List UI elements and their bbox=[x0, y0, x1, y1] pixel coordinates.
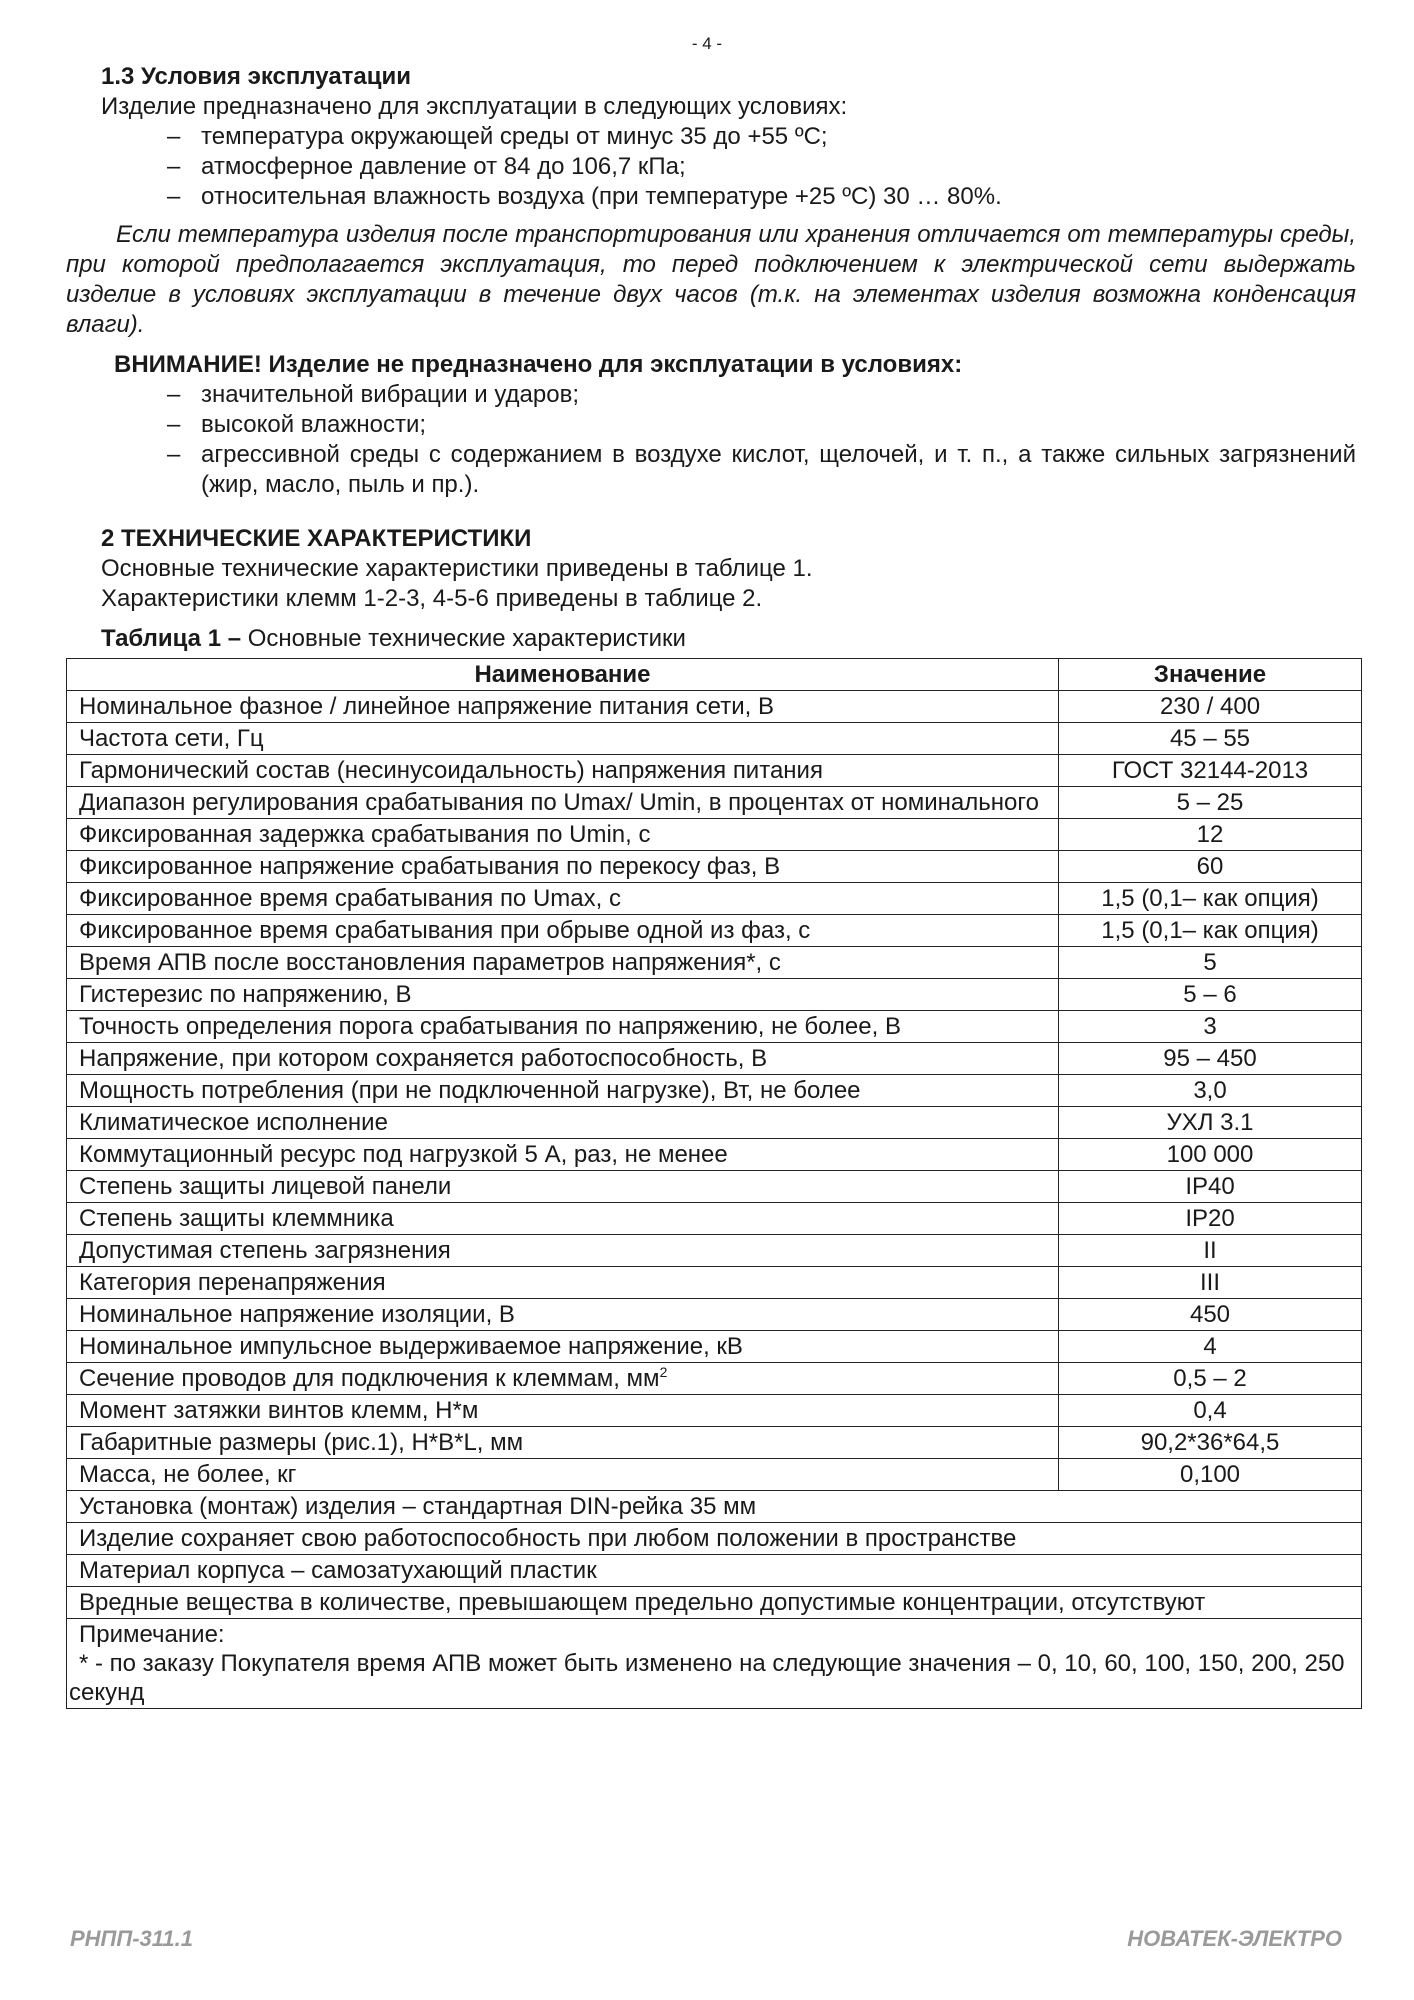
parameter-value: IP40 bbox=[1059, 1171, 1362, 1203]
footer-document-code: РНПП-311.1 bbox=[70, 1926, 193, 1951]
specifications-table bbox=[66, 658, 1362, 1709]
parameter-name-text: Точность определения порога срабатывания по напряжению, не более, В bbox=[79, 1013, 901, 1040]
header-name: Наименование bbox=[67, 659, 1059, 691]
page-content bbox=[66, 62, 1356, 1709]
parameter-name bbox=[67, 1299, 1059, 1331]
parameter-value: III bbox=[1059, 1267, 1362, 1299]
table-row bbox=[67, 1203, 1362, 1235]
list-item: – значительной вибрации и ударов; bbox=[167, 380, 1356, 410]
parameter-value: 5 bbox=[1059, 947, 1362, 979]
parameter-name bbox=[67, 1363, 1059, 1395]
parameter-name-text: Частота сети, Гц bbox=[79, 725, 264, 752]
parameter-name bbox=[67, 1171, 1059, 1203]
parameter-name bbox=[67, 1139, 1059, 1171]
table-row bbox=[67, 755, 1362, 787]
parameter-name bbox=[67, 979, 1059, 1011]
section-1-3-title: 1.3 Условия эксплуатации bbox=[101, 63, 412, 90]
parameter-name bbox=[67, 947, 1059, 979]
parameter-name bbox=[67, 755, 1059, 787]
parameter-name bbox=[67, 851, 1059, 883]
general-characteristic: Установка (монтаж) изделия – стандартная DIN-рейка 35 мм bbox=[67, 1491, 1362, 1523]
table-row bbox=[67, 1427, 1362, 1459]
page-number: - 4 - bbox=[691, 34, 723, 53]
table-row bbox=[67, 1363, 1362, 1395]
table-row bbox=[67, 1299, 1362, 1331]
parameter-name bbox=[67, 1075, 1059, 1107]
list-item: – высокой влажности; bbox=[167, 410, 1356, 440]
general-characteristic: Изделие сохраняет свою работоспособность при любом положении в пространстве bbox=[67, 1523, 1362, 1555]
attention-heading: ВНИМАНИЕ! Изделие не предназначено для эксплуатации в условиях: bbox=[114, 351, 963, 378]
parameter-name-text: Гармонический состав (несинусоидальность) напряжения питания bbox=[79, 757, 823, 784]
note-text: * - по заказу Покупателя время АПВ может быть изменено на следующие значения – 0, 10, 60, 100, 150, 200, 250 секунд bbox=[69, 1650, 1345, 1706]
table-row bbox=[67, 1523, 1362, 1555]
parameter-value: II bbox=[1059, 1235, 1362, 1267]
conditions-list bbox=[66, 122, 1356, 212]
parameter-name-text: Момент затяжки винтов клемм, Н*м bbox=[79, 1397, 479, 1424]
parameter-value: 1,5 (0,1– как опция) bbox=[1059, 883, 1362, 915]
unit-superscript: 2 bbox=[659, 1364, 668, 1380]
parameter-name-text: Время АПВ после восстановления параметров напряжения*, с bbox=[79, 949, 781, 976]
note-title: Примечание: bbox=[79, 1621, 225, 1648]
parameter-name-text: Допустимая степень загрязнения bbox=[79, 1237, 451, 1264]
parameter-name-text: Фиксированное напряжение срабатывания по перекосу фаз, В bbox=[79, 853, 781, 880]
table-row bbox=[67, 723, 1362, 755]
table-note-row bbox=[67, 1619, 1362, 1709]
table-row bbox=[67, 1267, 1362, 1299]
table-1-caption-label: Таблица 1 – bbox=[101, 625, 242, 652]
table-note bbox=[67, 1619, 1362, 1709]
parameter-name bbox=[67, 1331, 1059, 1363]
table-row bbox=[67, 947, 1362, 979]
parameter-value: 0,4 bbox=[1059, 1395, 1362, 1427]
table-1-caption bbox=[101, 624, 1356, 654]
parameter-name-text: Номинальное фазное / линейное напряжение питания сети, В bbox=[79, 693, 774, 720]
table-row bbox=[67, 883, 1362, 915]
general-characteristic: Материал корпуса – самозатухающий пластик bbox=[67, 1555, 1362, 1587]
parameter-value: 5 – 25 bbox=[1059, 787, 1362, 819]
parameter-value: 3 bbox=[1059, 1011, 1362, 1043]
table-row bbox=[67, 1011, 1362, 1043]
parameter-name-text: Фиксированное время срабатывания по Umax, с bbox=[79, 885, 621, 912]
table-row bbox=[67, 1491, 1362, 1523]
parameter-name-text: Гистерезис по напряжению, В bbox=[79, 981, 412, 1008]
parameter-value: ГОСТ 32144-2013 bbox=[1059, 755, 1362, 787]
section-2-title: 2 ТЕХНИЧЕСКИЕ ХАРАКТЕРИСТИКИ bbox=[101, 525, 532, 552]
parameter-name bbox=[67, 691, 1059, 723]
list-item: – температура окружающей среды от минус 35 до +55 ºС; bbox=[167, 122, 1356, 152]
parameter-value: IP20 bbox=[1059, 1203, 1362, 1235]
restrictions-list bbox=[66, 380, 1356, 500]
table-row bbox=[67, 915, 1362, 947]
table-row bbox=[67, 1587, 1362, 1619]
parameter-value: УХЛ 3.1 bbox=[1059, 1107, 1362, 1139]
table-1-caption-text: Основные технические характеристики bbox=[241, 625, 686, 652]
parameter-name bbox=[67, 1395, 1059, 1427]
parameter-name bbox=[67, 1203, 1059, 1235]
table-row bbox=[67, 1043, 1362, 1075]
parameter-name bbox=[67, 723, 1059, 755]
parameter-value: 3,0 bbox=[1059, 1075, 1362, 1107]
parameter-value: 0,100 bbox=[1059, 1459, 1362, 1491]
parameter-name-text: Номинальное импульсное выдерживаемое напряжение, кВ bbox=[79, 1333, 743, 1360]
table-row bbox=[67, 1331, 1362, 1363]
parameter-value: 100 000 bbox=[1059, 1139, 1362, 1171]
parameter-value: 230 / 400 bbox=[1059, 691, 1362, 723]
parameter-name-text: Напряжение, при котором сохраняется работоспособность, В bbox=[79, 1045, 768, 1072]
condensation-note: Если температура изделия после транспортирования или хранения отличается от температуры среды, при которой предполагается эксплуатация, то перед подключением к электрической сети выдержать изделие в условиях эксплуатации в течение двух часов (т.к. на элементах изделия возможна конденсация влаги). bbox=[66, 221, 1356, 338]
parameter-name-text: Коммутационный ресурс под нагрузкой 5 А, раз, не менее bbox=[79, 1141, 728, 1168]
table-header-row bbox=[67, 659, 1362, 691]
parameter-name bbox=[67, 915, 1059, 947]
table-row bbox=[67, 1235, 1362, 1267]
parameter-name bbox=[67, 1267, 1059, 1299]
parameter-name-text: Категория перенапряжения bbox=[79, 1269, 386, 1296]
parameter-value: 95 – 450 bbox=[1059, 1043, 1362, 1075]
table-row bbox=[67, 1075, 1362, 1107]
parameter-name bbox=[67, 1427, 1059, 1459]
parameter-value: 12 bbox=[1059, 819, 1362, 851]
parameter-name-text: Мощность потребления (при не подключенной нагрузке), Вт, не более bbox=[79, 1077, 861, 1104]
parameter-name bbox=[67, 1011, 1059, 1043]
table-row bbox=[67, 787, 1362, 819]
parameter-value: 5 – 6 bbox=[1059, 979, 1362, 1011]
parameter-name-text: Габаритные размеры (рис.1), H*B*L, мм bbox=[79, 1429, 524, 1456]
table-row bbox=[67, 979, 1362, 1011]
parameter-name-text: Диапазон регулирования срабатывания по Umax/ Umin, в процентах от номинального bbox=[79, 789, 1039, 816]
parameter-name bbox=[67, 883, 1059, 915]
parameter-name bbox=[67, 1235, 1059, 1267]
table-row bbox=[67, 1395, 1362, 1427]
section-2-line-2: Характеристики клемм 1-2-3, 4-5-6 приведены в таблице 2. bbox=[101, 585, 763, 612]
parameter-name bbox=[67, 787, 1059, 819]
header-value: Значение bbox=[1059, 659, 1362, 691]
list-item: – атмосферное давление от 84 до 106,7 кПа; bbox=[167, 152, 1356, 182]
parameter-value: 4 bbox=[1059, 1331, 1362, 1363]
parameter-name-text: Степень защиты лицевой панели bbox=[79, 1173, 452, 1200]
parameter-name-text: Фиксированная задержка срабатывания по Umin, с bbox=[79, 821, 651, 848]
list-item: – относительная влажность воздуха (при температуре +25 ºС) 30 … 80%. bbox=[167, 182, 1356, 212]
parameter-value: 450 bbox=[1059, 1299, 1362, 1331]
table-row bbox=[67, 1107, 1362, 1139]
section-1-3-intro: Изделие предназначено для эксплуатации в следующих условиях: bbox=[101, 93, 848, 120]
section-2-line-1: Основные технические характеристики приведены в таблице 1. bbox=[101, 555, 813, 582]
parameter-name bbox=[67, 1459, 1059, 1491]
parameter-value: 0,5 – 2 bbox=[1059, 1363, 1362, 1395]
general-characteristic: Вредные вещества в количестве, превышающем предельно допустимые концентрации, отсутствуют bbox=[67, 1587, 1362, 1619]
table-row bbox=[67, 1139, 1362, 1171]
parameter-name-text: Номинальное напряжение изоляции, В bbox=[79, 1301, 515, 1328]
list-item: – агрессивной среды с содержанием в воздухе кислот, щелочей, и т. п., а также сильных загрязнений (жир, масло, пыль и пр.). bbox=[167, 440, 1356, 500]
parameter-name-text: Фиксированное время срабатывания при обрыве одной из фаз, с bbox=[79, 917, 811, 944]
parameter-value: 1,5 (0,1– как опция) bbox=[1059, 915, 1362, 947]
parameter-name-text: Климатическое исполнение bbox=[79, 1109, 388, 1136]
table-row bbox=[67, 1555, 1362, 1587]
parameter-name bbox=[67, 1043, 1059, 1075]
table-row bbox=[67, 1171, 1362, 1203]
parameter-name-text: Масса, не более, кг bbox=[79, 1461, 297, 1488]
table-row bbox=[67, 851, 1362, 883]
table-row bbox=[67, 691, 1362, 723]
parameter-value: 45 – 55 bbox=[1059, 723, 1362, 755]
table-row bbox=[67, 1459, 1362, 1491]
footer-company-name: НОВАТЕК-ЭЛЕКТРО bbox=[1127, 1926, 1342, 1951]
specifications-body bbox=[67, 691, 1362, 1709]
parameter-name bbox=[67, 1107, 1059, 1139]
parameter-name bbox=[67, 819, 1059, 851]
parameter-name-text: Сечение проводов для подключения к клеммам, мм bbox=[79, 1365, 660, 1392]
parameter-value: 90,2*36*64,5 bbox=[1059, 1427, 1362, 1459]
parameter-name-text: Степень защиты клеммника bbox=[79, 1205, 394, 1232]
table-row bbox=[67, 819, 1362, 851]
parameter-value: 60 bbox=[1059, 851, 1362, 883]
